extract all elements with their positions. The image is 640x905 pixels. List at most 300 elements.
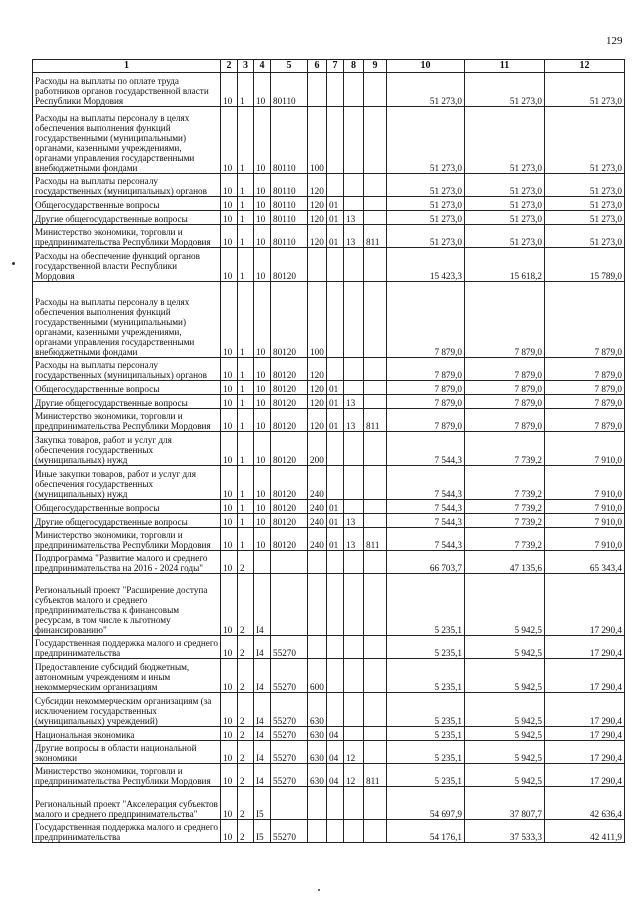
table-row — [33, 174, 625, 197]
header-row — [33, 60, 625, 73]
row-value-cell: 2 — [238, 636, 254, 659]
row-value-cell — [308, 248, 327, 282]
row-value-cell: 5 942,5 — [465, 636, 545, 659]
row-value-cell — [364, 466, 387, 500]
row-value-cell: 04 — [327, 764, 344, 787]
row-value-cell: 51 273,0 — [465, 107, 545, 174]
row-value-cell — [327, 820, 344, 843]
row-name-cell: Общегосударственные вопросы — [33, 500, 221, 514]
row-value-cell: 10 — [254, 466, 271, 500]
row-value-cell: 7 879,0 — [387, 395, 465, 409]
row-value-cell: 10 — [221, 528, 238, 551]
table-row — [33, 73, 625, 107]
row-value-cell: 80120 — [271, 395, 308, 409]
row-value-cell — [327, 174, 344, 197]
row-value-cell: 1 — [238, 409, 254, 432]
row-value-cell: 10 — [221, 514, 238, 528]
row-value-cell: 10 — [254, 211, 271, 225]
row-value-cell: 55270 — [271, 741, 308, 764]
row-value-cell — [344, 107, 364, 174]
row-value-cell — [344, 466, 364, 500]
row-value-cell — [308, 787, 327, 820]
row-value-cell — [327, 636, 344, 659]
row-name-cell: Общегосударственные вопросы — [33, 197, 221, 211]
row-value-cell: 17 290,4 — [545, 574, 625, 636]
row-value-cell: 7 910,0 — [545, 500, 625, 514]
row-value-cell: 17 290,4 — [545, 741, 625, 764]
row-value-cell — [344, 574, 364, 636]
row-value-cell: 1 — [238, 500, 254, 514]
row-value-cell — [254, 551, 271, 574]
column-header: 1 — [33, 60, 221, 73]
table-row — [33, 500, 625, 514]
row-value-cell — [364, 197, 387, 211]
row-value-cell: 7 879,0 — [465, 381, 545, 395]
row-value-cell: 7 910,0 — [545, 514, 625, 528]
row-value-cell: 1 — [238, 466, 254, 500]
row-value-cell: 10 — [221, 211, 238, 225]
row-value-cell: 120 — [308, 381, 327, 395]
table-row — [33, 727, 625, 741]
row-value-cell: 17 290,4 — [545, 693, 625, 727]
row-value-cell: 5 235,1 — [387, 693, 465, 727]
row-value-cell: 13 — [344, 225, 364, 248]
row-value-cell: 5 942,5 — [465, 693, 545, 727]
row-value-cell — [327, 551, 344, 574]
row-value-cell: I5 — [254, 787, 271, 820]
row-value-cell: 80120 — [271, 381, 308, 395]
column-header: 2 — [221, 60, 238, 73]
row-value-cell: 5 942,5 — [465, 574, 545, 636]
table-row — [33, 764, 625, 787]
row-value-cell — [364, 741, 387, 764]
row-value-cell: 1 — [238, 225, 254, 248]
row-value-cell: 120 — [308, 225, 327, 248]
row-value-cell: 51 273,0 — [465, 225, 545, 248]
row-value-cell: 120 — [308, 174, 327, 197]
table-row — [33, 514, 625, 528]
row-value-cell: 37 807,7 — [465, 787, 545, 820]
row-value-cell: 01 — [327, 500, 344, 514]
row-value-cell: 17 290,4 — [545, 764, 625, 787]
row-value-cell: 10 — [254, 500, 271, 514]
row-value-cell: 2 — [238, 741, 254, 764]
row-name-cell: Региональный проект "Расширение доступа субъектов малого и среднего предпринимательства к финансовым ресурсам, в том числе к льготному финансированию" — [33, 574, 221, 636]
row-name-cell: Субсидии некоммерческим организациям (за исключением государственных (муниципальных) учреждений) — [33, 693, 221, 727]
row-value-cell: 10 — [221, 381, 238, 395]
row-value-cell: 120 — [308, 358, 327, 381]
row-value-cell: 10 — [254, 248, 271, 282]
row-value-cell: 51 273,0 — [465, 73, 545, 107]
row-name-cell: Расходы на выплаты персоналу государственных (муниципальных) органов — [33, 358, 221, 381]
row-value-cell — [344, 693, 364, 727]
row-value-cell: 80120 — [271, 282, 308, 358]
row-value-cell — [271, 551, 308, 574]
row-value-cell — [308, 820, 327, 843]
row-value-cell — [327, 787, 344, 820]
row-value-cell — [364, 727, 387, 741]
row-value-cell: 80120 — [271, 358, 308, 381]
row-value-cell: 7 544,3 — [387, 500, 465, 514]
row-value-cell: 01 — [327, 528, 344, 551]
row-value-cell — [344, 432, 364, 466]
row-value-cell: 15 789,0 — [545, 248, 625, 282]
row-value-cell — [364, 248, 387, 282]
row-value-cell: 55270 — [271, 636, 308, 659]
row-value-cell — [364, 820, 387, 843]
row-value-cell: 7 879,0 — [545, 282, 625, 358]
row-value-cell: 7 739,2 — [465, 466, 545, 500]
row-value-cell — [344, 174, 364, 197]
row-value-cell: 7 879,0 — [465, 282, 545, 358]
row-name-cell: Закупка товаров, работ и услуг для обеспечения государственных (муниципальных) нужд — [33, 432, 221, 466]
row-value-cell: 10 — [221, 248, 238, 282]
row-value-cell — [364, 282, 387, 358]
row-value-cell: 10 — [221, 466, 238, 500]
table-row — [33, 574, 625, 636]
row-value-cell: 51 273,0 — [545, 107, 625, 174]
row-value-cell: 240 — [308, 500, 327, 514]
row-name-cell: Общегосударственные вопросы — [33, 381, 221, 395]
row-value-cell: 7 879,0 — [465, 395, 545, 409]
row-value-cell: 5 235,1 — [387, 659, 465, 693]
row-value-cell: 630 — [308, 764, 327, 787]
row-value-cell: 42 636,4 — [545, 787, 625, 820]
row-name-cell: Другие вопросы в области национальной экономики — [33, 741, 221, 764]
row-value-cell: 10 — [221, 574, 238, 636]
row-value-cell: 2 — [238, 764, 254, 787]
row-value-cell: 1 — [238, 107, 254, 174]
row-value-cell: 811 — [364, 764, 387, 787]
row-value-cell: 10 — [221, 636, 238, 659]
row-value-cell: 13 — [344, 395, 364, 409]
row-value-cell: 5 235,1 — [387, 636, 465, 659]
row-value-cell: 7 879,0 — [465, 409, 545, 432]
row-value-cell: I4 — [254, 727, 271, 741]
row-value-cell — [344, 551, 364, 574]
row-value-cell: 7 910,0 — [545, 432, 625, 466]
row-name-cell: Министерство экономики, торговли и предпринимательства Республики Мордовия — [33, 764, 221, 787]
row-value-cell: 10 — [254, 358, 271, 381]
row-value-cell — [344, 820, 364, 843]
row-value-cell: 37 533,3 — [465, 820, 545, 843]
row-value-cell: 7 879,0 — [545, 395, 625, 409]
row-value-cell: 2 — [238, 659, 254, 693]
row-value-cell: 10 — [254, 73, 271, 107]
row-value-cell: 7 739,2 — [465, 500, 545, 514]
row-value-cell: 65 343,4 — [545, 551, 625, 574]
row-value-cell — [327, 574, 344, 636]
row-value-cell: 51 273,0 — [387, 211, 465, 225]
row-value-cell: 10 — [254, 381, 271, 395]
row-name-cell: Расходы на выплаты персоналу в целях обеспечения выполнения функций государственными (муниципальными) органами, казенными учреждениями, органами управления государственными внебюджетными фондами — [33, 282, 221, 358]
page-number: 129 — [606, 35, 623, 47]
row-value-cell — [344, 727, 364, 741]
row-value-cell: 10 — [254, 174, 271, 197]
row-value-cell: 2 — [238, 727, 254, 741]
row-value-cell — [344, 358, 364, 381]
row-value-cell: 10 — [221, 693, 238, 727]
row-value-cell: 630 — [308, 727, 327, 741]
row-name-cell: Государственная поддержка малого и среднего предпринимательства — [33, 820, 221, 843]
row-value-cell — [364, 514, 387, 528]
row-value-cell: 42 411,9 — [545, 820, 625, 843]
row-value-cell: 54 176,1 — [387, 820, 465, 843]
table-row — [33, 466, 625, 500]
row-value-cell: 10 — [221, 282, 238, 358]
column-header: 10 — [387, 60, 465, 73]
row-value-cell: 1 — [238, 528, 254, 551]
row-value-cell — [327, 73, 344, 107]
row-value-cell: 51 273,0 — [545, 174, 625, 197]
row-value-cell: 7 544,3 — [387, 432, 465, 466]
row-value-cell: 13 — [344, 514, 364, 528]
row-value-cell — [327, 466, 344, 500]
row-value-cell: 80120 — [271, 432, 308, 466]
row-value-cell: 7 544,3 — [387, 514, 465, 528]
row-value-cell: 12 — [344, 741, 364, 764]
row-value-cell: 80110 — [271, 73, 308, 107]
row-value-cell: 7 879,0 — [545, 358, 625, 381]
row-value-cell: 2 — [238, 787, 254, 820]
row-value-cell: I5 — [254, 820, 271, 843]
row-value-cell — [364, 432, 387, 466]
row-value-cell: 80110 — [271, 225, 308, 248]
row-value-cell: 120 — [308, 197, 327, 211]
row-value-cell: 240 — [308, 528, 327, 551]
row-value-cell — [344, 636, 364, 659]
row-value-cell: 55270 — [271, 659, 308, 693]
row-value-cell: 7 544,3 — [387, 528, 465, 551]
row-value-cell: 120 — [308, 395, 327, 409]
row-value-cell: 51 273,0 — [387, 73, 465, 107]
row-value-cell: 5 235,1 — [387, 574, 465, 636]
column-header: 9 — [364, 60, 387, 73]
column-header: 8 — [344, 60, 364, 73]
row-name-cell: Подпрограмма "Развитие малого и среднего предпринимательства на 2016 - 2024 годы" — [33, 551, 221, 574]
row-value-cell: 10 — [221, 107, 238, 174]
row-value-cell: 630 — [308, 741, 327, 764]
row-value-cell: 5 942,5 — [465, 741, 545, 764]
row-value-cell: 01 — [327, 197, 344, 211]
row-value-cell: 7 910,0 — [545, 466, 625, 500]
row-value-cell: 10 — [254, 409, 271, 432]
row-value-cell: 10 — [221, 73, 238, 107]
row-value-cell — [344, 381, 364, 395]
row-value-cell: 10 — [221, 432, 238, 466]
row-value-cell: 7 879,0 — [545, 381, 625, 395]
table-row — [33, 282, 625, 358]
row-value-cell: 01 — [327, 514, 344, 528]
row-value-cell: 80110 — [271, 211, 308, 225]
row-value-cell: 51 273,0 — [545, 211, 625, 225]
row-value-cell: 5 942,5 — [465, 764, 545, 787]
row-value-cell: 10 — [221, 409, 238, 432]
row-value-cell: 1 — [238, 282, 254, 358]
column-header: 5 — [271, 60, 308, 73]
row-value-cell: 17 290,4 — [545, 659, 625, 693]
row-value-cell: 100 — [308, 282, 327, 358]
row-value-cell: 51 273,0 — [387, 225, 465, 248]
row-value-cell — [364, 659, 387, 693]
row-value-cell: 7 739,2 — [465, 432, 545, 466]
row-value-cell: 10 — [221, 500, 238, 514]
row-value-cell — [308, 636, 327, 659]
row-value-cell: 1 — [238, 432, 254, 466]
row-value-cell: 10 — [254, 107, 271, 174]
row-value-cell: 7 879,0 — [545, 409, 625, 432]
row-value-cell: 1 — [238, 381, 254, 395]
scan-dot — [318, 889, 320, 891]
column-header: 4 — [254, 60, 271, 73]
table-row — [33, 636, 625, 659]
row-value-cell: 240 — [308, 466, 327, 500]
row-name-cell: Предоставление субсидий бюджетным, автономным учреждениям и иным некоммерческим организациям — [33, 659, 221, 693]
row-value-cell — [364, 211, 387, 225]
row-value-cell: I4 — [254, 659, 271, 693]
row-value-cell — [364, 107, 387, 174]
row-value-cell: 80120 — [271, 528, 308, 551]
row-value-cell — [344, 73, 364, 107]
table-row — [33, 432, 625, 466]
row-value-cell: 5 942,5 — [465, 727, 545, 741]
row-value-cell — [364, 395, 387, 409]
row-value-cell: 80110 — [271, 197, 308, 211]
row-value-cell — [327, 358, 344, 381]
row-value-cell: 80120 — [271, 500, 308, 514]
row-value-cell: 1 — [238, 358, 254, 381]
table-row — [33, 107, 625, 174]
table-row — [33, 211, 625, 225]
row-value-cell: 10 — [221, 741, 238, 764]
row-value-cell: 10 — [221, 551, 238, 574]
row-name-cell: Министерство экономики, торговли и предпринимательства Республики Мордовия — [33, 409, 221, 432]
table-row — [33, 551, 625, 574]
row-value-cell: 7 739,2 — [465, 514, 545, 528]
row-value-cell — [364, 358, 387, 381]
row-value-cell: 12 — [344, 764, 364, 787]
row-value-cell: 1 — [238, 248, 254, 282]
row-value-cell — [344, 248, 364, 282]
row-name-cell: Другие общегосударственные вопросы — [33, 395, 221, 409]
row-value-cell: 10 — [221, 174, 238, 197]
row-name-cell: Национальная экономика — [33, 727, 221, 741]
row-value-cell: 10 — [254, 432, 271, 466]
row-value-cell: 10 — [221, 395, 238, 409]
row-value-cell: 7 544,3 — [387, 466, 465, 500]
row-value-cell: 7 879,0 — [465, 358, 545, 381]
row-value-cell: 80110 — [271, 107, 308, 174]
row-name-cell: Государственная поддержка малого и среднего предпринимательства — [33, 636, 221, 659]
row-value-cell: 1 — [238, 174, 254, 197]
row-value-cell — [327, 248, 344, 282]
row-name-cell: Расходы на выплаты персоналу государственных (муниципальных) органов — [33, 174, 221, 197]
row-value-cell: 120 — [308, 409, 327, 432]
row-value-cell: 5 235,1 — [387, 727, 465, 741]
row-value-cell: 55270 — [271, 693, 308, 727]
table-row — [33, 395, 625, 409]
row-value-cell — [271, 787, 308, 820]
table-row — [33, 225, 625, 248]
row-value-cell — [308, 73, 327, 107]
row-value-cell: 17 290,4 — [545, 727, 625, 741]
row-value-cell: 1 — [238, 211, 254, 225]
row-value-cell: 600 — [308, 659, 327, 693]
row-value-cell — [327, 659, 344, 693]
row-name-cell: Министерство экономики, торговли и предпринимательства Республики Мордовия — [33, 528, 221, 551]
budget-table — [32, 59, 625, 843]
table-row — [33, 409, 625, 432]
row-name-cell: Иные закупки товаров, работ и услуг для обеспечения государственных (муниципальных) нужд — [33, 466, 221, 500]
row-value-cell — [327, 282, 344, 358]
row-value-cell: 811 — [364, 409, 387, 432]
row-value-cell: 01 — [327, 211, 344, 225]
row-value-cell: 10 — [221, 197, 238, 211]
row-value-cell: 51 273,0 — [465, 174, 545, 197]
row-value-cell — [364, 787, 387, 820]
row-value-cell: 51 273,0 — [545, 225, 625, 248]
row-value-cell: 51 273,0 — [465, 211, 545, 225]
row-value-cell: 15 423,3 — [387, 248, 465, 282]
row-value-cell: 80110 — [271, 174, 308, 197]
row-value-cell: 5 942,5 — [465, 659, 545, 693]
row-value-cell: 47 135,6 — [465, 551, 545, 574]
row-value-cell: 1 — [238, 514, 254, 528]
row-name-cell: Другие общегосударственные вопросы — [33, 211, 221, 225]
row-value-cell — [364, 693, 387, 727]
row-value-cell: 240 — [308, 514, 327, 528]
row-value-cell — [364, 574, 387, 636]
row-value-cell: 51 273,0 — [387, 107, 465, 174]
row-value-cell: 51 273,0 — [387, 174, 465, 197]
row-value-cell: I4 — [254, 636, 271, 659]
row-value-cell — [271, 574, 308, 636]
table-row — [33, 741, 625, 764]
row-name-cell: Министерство экономики, торговли и предпринимательства Республики Мордовия — [33, 225, 221, 248]
row-value-cell: I4 — [254, 741, 271, 764]
row-value-cell: 66 703,7 — [387, 551, 465, 574]
row-value-cell: 10 — [254, 282, 271, 358]
row-value-cell: 54 697,9 — [387, 787, 465, 820]
row-value-cell — [344, 282, 364, 358]
row-value-cell: 10 — [254, 395, 271, 409]
row-value-cell: 2 — [238, 551, 254, 574]
table-row — [33, 248, 625, 282]
row-value-cell: 10 — [221, 787, 238, 820]
row-value-cell: 10 — [221, 659, 238, 693]
row-value-cell: 5 235,1 — [387, 764, 465, 787]
row-value-cell: 7 879,0 — [387, 282, 465, 358]
row-value-cell: 120 — [308, 211, 327, 225]
row-value-cell: 10 — [254, 197, 271, 211]
row-value-cell — [344, 500, 364, 514]
row-value-cell: 55270 — [271, 727, 308, 741]
column-header: 3 — [238, 60, 254, 73]
table-row — [33, 381, 625, 395]
row-value-cell: 1 — [238, 197, 254, 211]
row-value-cell — [327, 432, 344, 466]
row-value-cell: 55270 — [271, 764, 308, 787]
row-value-cell: 80120 — [271, 409, 308, 432]
row-value-cell — [308, 551, 327, 574]
column-header: 6 — [308, 60, 327, 73]
row-value-cell — [364, 551, 387, 574]
table-row — [33, 659, 625, 693]
row-name-cell: Расходы на выплаты по оплате труда работников органов государственной власти Республики Мордовия — [33, 73, 221, 107]
row-value-cell: 2 — [238, 693, 254, 727]
row-value-cell: 01 — [327, 409, 344, 432]
row-value-cell: 10 — [254, 514, 271, 528]
